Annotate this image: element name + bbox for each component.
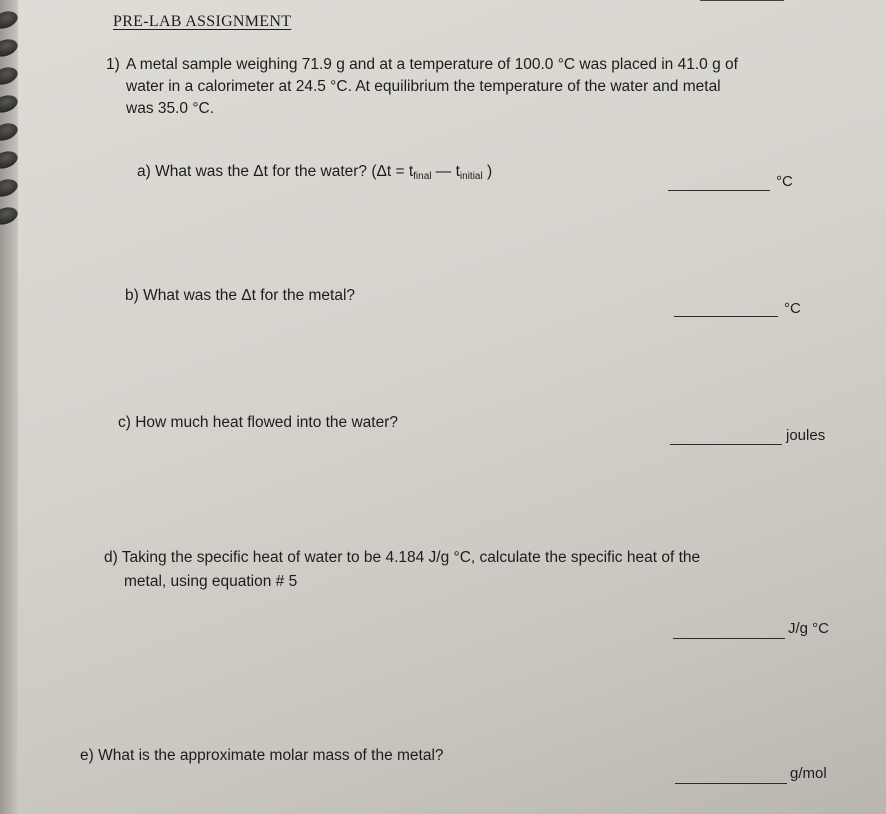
question-line-3: was 35.0 °C. <box>126 100 215 117</box>
part-d-line-1: d) Taking the specific heat of water to be 4.184 J/g °C, calculate the specific heat of the <box>104 549 701 566</box>
binder-ring <box>0 64 20 87</box>
part-a-question <box>137 163 492 181</box>
page-heading: PRE-LAB ASSIGNMENT <box>113 13 292 30</box>
answer-blank-e[interactable] <box>675 783 787 784</box>
binder-ring <box>0 148 20 171</box>
question-line-2: water in a calorimeter at 24.5 °C. At equilibrium the temperature of the water and metal <box>126 78 721 95</box>
unit-c: joules <box>786 427 826 444</box>
answer-blank-d[interactable] <box>673 638 785 639</box>
answer-blank-a[interactable] <box>668 190 770 191</box>
question-continuation <box>126 76 826 120</box>
top-rule <box>700 0 784 1</box>
binder-ring <box>0 8 20 31</box>
binder-ring <box>0 204 20 227</box>
part-e-question: e) What is the approximate molar mass of the metal? <box>80 747 444 764</box>
subscript-final: final <box>413 171 432 182</box>
question-line-1: A metal sample weighing 71.9 g and at a temperature of 100.0 °C was placed in 41.0 g of <box>126 56 738 73</box>
binder-ring <box>0 176 20 199</box>
part-d-question <box>104 546 700 594</box>
binder-ring <box>0 36 20 59</box>
part-d-line-2: metal, using equation # 5 <box>124 573 298 590</box>
part-b-question: b) What was the Δt for the metal? <box>125 287 356 304</box>
unit-a: °C <box>776 173 793 190</box>
unit-b: °C <box>784 300 801 317</box>
part-c-question: c) How much heat flowed into the water? <box>118 414 398 431</box>
notebook-binding <box>0 0 18 814</box>
answer-blank-b[interactable] <box>674 316 778 317</box>
answer-blank-c[interactable] <box>670 444 782 445</box>
unit-e: g/mol <box>790 765 827 782</box>
subscript-initial: initial <box>459 171 483 182</box>
binder-ring <box>0 92 20 115</box>
binder-ring <box>0 120 20 143</box>
part-a-text: a) What was the Δt for the water? (Δt = t <box>137 163 414 180</box>
part-a-close: ) <box>482 163 493 180</box>
question-number: 1) <box>106 56 120 73</box>
unit-d: J/g °C <box>788 620 830 637</box>
part-a-dash: — t <box>431 163 460 180</box>
